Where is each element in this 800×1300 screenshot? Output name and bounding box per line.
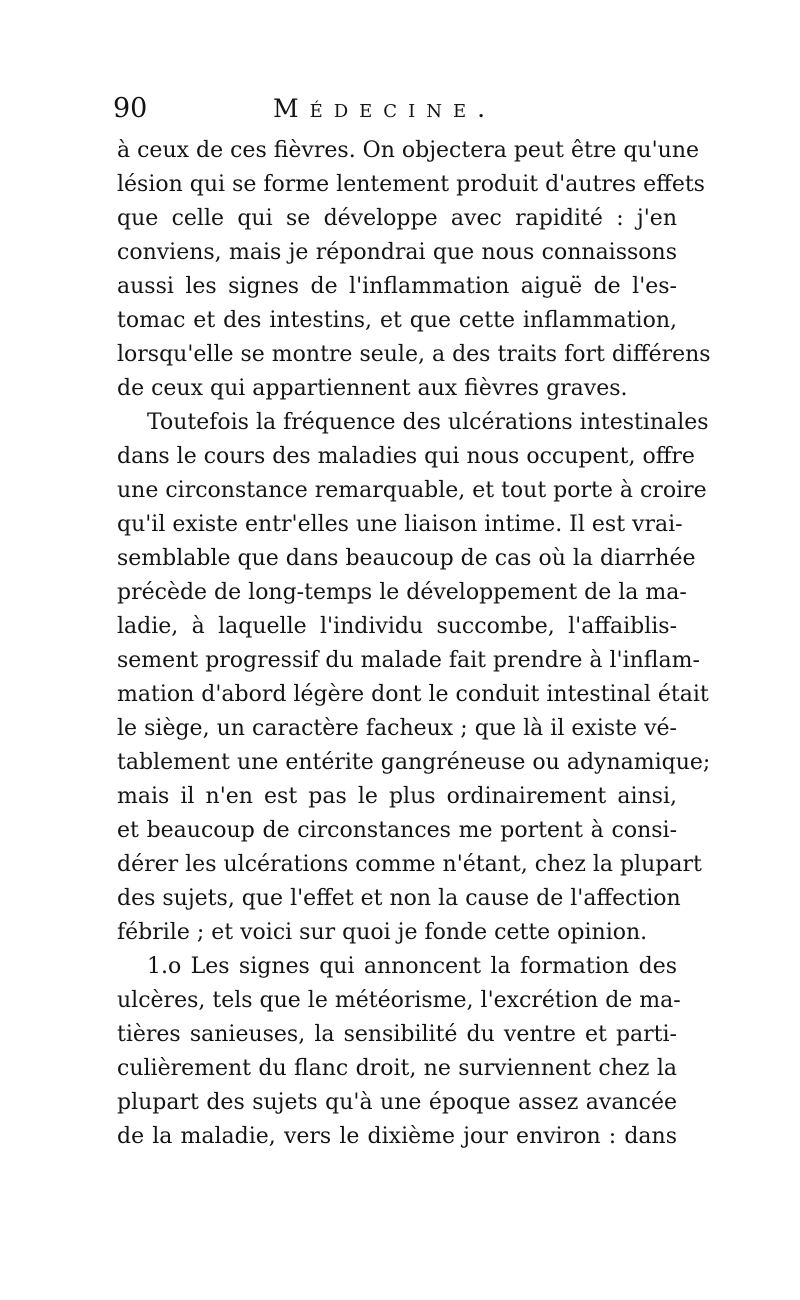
body-text [117, 134, 711, 1154]
text-line: précède de long-temps le développement de la ma- [117, 580, 687, 605]
text-line: tomac et des intestins, et que cette inflammation, [117, 308, 677, 333]
page-number: 90 [113, 93, 148, 124]
text-line: sement progressif du malade fait prendre à l'inflam- [117, 648, 700, 673]
text-line: dans le cours des maladies qui nous occupent, offre [117, 444, 695, 469]
text-line: conviens, mais je répondrai que nous connaissons [117, 240, 677, 265]
text-line: ladie, à laquelle l'individu succombe, l'affaiblis- [117, 614, 677, 639]
page-header [113, 92, 683, 126]
text-line: tières sanieuses, la sensibilité du ventre et parti- [117, 1022, 677, 1047]
text-line: mais il n'en est pas le plus ordinairement ainsi, [117, 784, 677, 809]
paragraph-start-line: 1.o Les signes qui annoncent la formation des [147, 954, 677, 979]
text-line: dérer les ulcérations comme n'étant, chez la plupart [117, 852, 702, 877]
text-line: qu'il existe entr'elles une liaison intime. Il est vrai- [117, 512, 683, 537]
text-line: lorsqu'elle se montre seule, a des traits fort différens [117, 342, 711, 367]
text-line: aussi les signes de l'inflammation aiguë de l'es- [117, 274, 677, 299]
text-line: plupart des sujets qu'à une époque assez avancée [117, 1090, 677, 1115]
text-line: de la maladie, vers le dixième jour environ : dans [117, 1124, 677, 1149]
text-line: une circonstance remarquable, et tout porte à croire [117, 478, 707, 503]
text-line: le siège, un caractère facheux ; que là il existe vé- [117, 716, 677, 741]
paragraph-start-line: Toutefois la fréquence des ulcérations intestinales [147, 410, 709, 435]
text-line: et beaucoup de circonstances me portent à consi- [117, 818, 677, 843]
running-head: Médecine. [273, 94, 497, 123]
text-line: lésion qui se forme lentement produit d'autres effets [117, 172, 705, 197]
text-line: tablement une entérite gangréneuse ou adynamique; [117, 750, 711, 775]
text-line: des sujets, que l'effet et non la cause de l'affection [117, 886, 681, 911]
text-line: à ceux de ces fièvres. On objectera peut être qu'une [117, 138, 700, 163]
text-line: semblable que dans beaucoup de cas où la diarrhée [117, 546, 696, 571]
text-line: mation d'abord légère dont le conduit intestinal était [117, 682, 709, 707]
text-line: que celle qui se développe avec rapidité : j'en [117, 206, 677, 231]
text-line: culièrement du flanc droit, ne surviennent chez la [117, 1056, 677, 1081]
text-line: fébrile ; et voici sur quoi je fonde cette opinion. [117, 920, 648, 945]
text-line: ulcères, tels que le météorisme, l'excrétion de ma- [117, 988, 681, 1013]
text-line: de ceux qui appartiennent aux fièvres graves. [117, 376, 628, 401]
